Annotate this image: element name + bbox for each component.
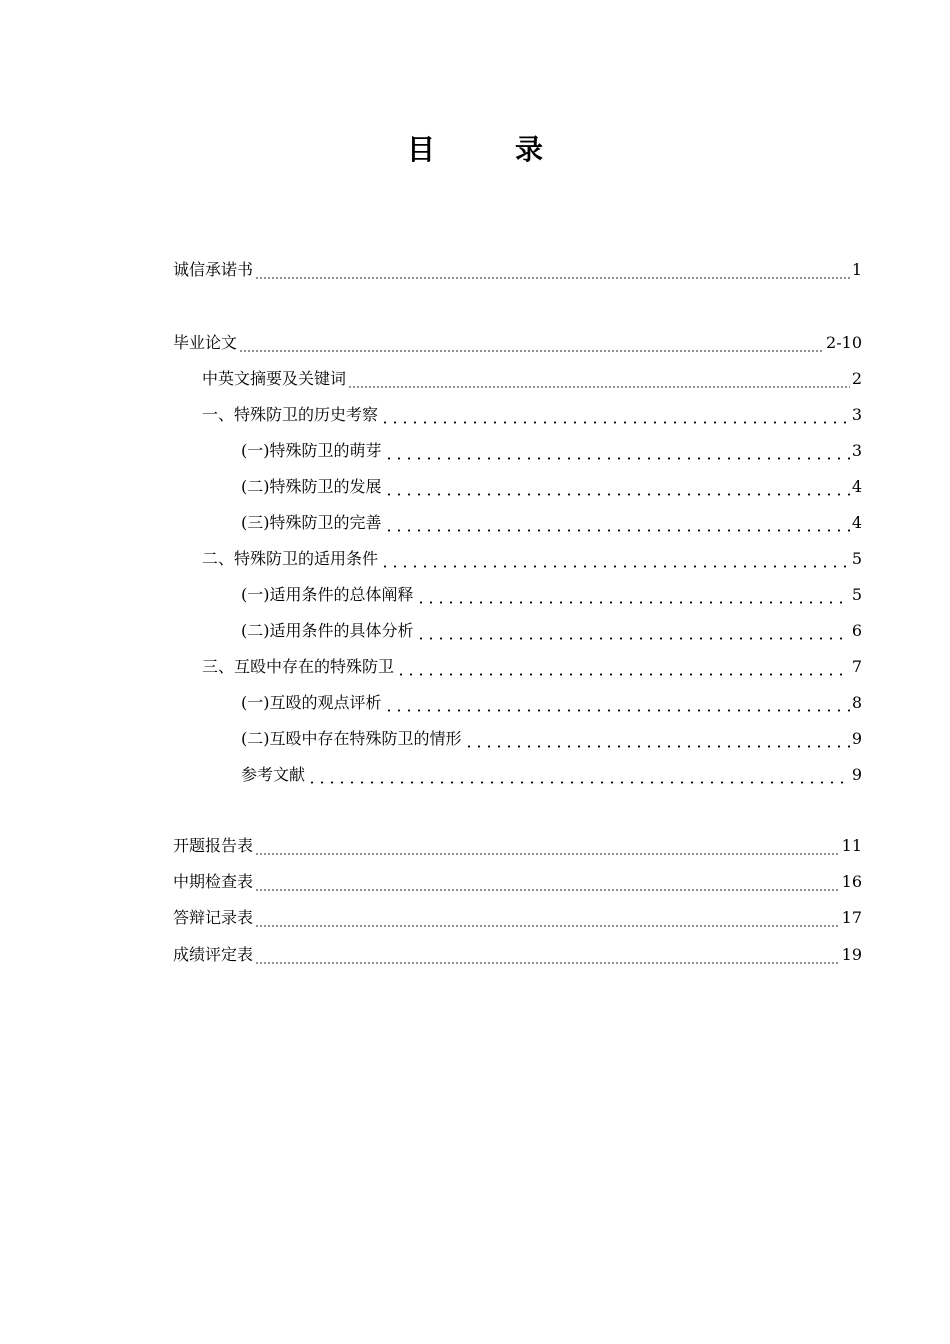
toc-entry-text: 中英文摘要及关键词 bbox=[202, 369, 347, 388]
toc-entry-page: 1 bbox=[851, 260, 862, 279]
toc-entry[interactable] bbox=[202, 652, 862, 678]
toc-entry[interactable] bbox=[202, 364, 862, 390]
toc-entry-text: 中期检查表 bbox=[173, 872, 254, 891]
toc-leader bbox=[396, 660, 850, 678]
toc-entry-text: 三、互殴中存在的特殊防卫 bbox=[202, 657, 395, 676]
toc-entry-page: 3 bbox=[851, 405, 862, 424]
toc-entry-page: 17 bbox=[841, 908, 862, 927]
toc-entry-page: 16 bbox=[841, 872, 862, 891]
toc-entry-text: (二)互殴中存在特殊防卫的情形 bbox=[241, 729, 462, 748]
toc-entry-text: 二、特殊防卫的适用条件 bbox=[202, 549, 379, 568]
toc-entry-page: 2-10 bbox=[826, 333, 862, 352]
toc-entry-page: 11 bbox=[841, 836, 862, 855]
toc-entry[interactable] bbox=[173, 940, 862, 966]
toc-leader bbox=[348, 372, 850, 390]
toc-entry-text: 成绩评定表 bbox=[173, 945, 254, 964]
toc-entry-page: 9 bbox=[851, 765, 862, 784]
toc-entry-text: (二)特殊防卫的发展 bbox=[241, 477, 382, 496]
toc-entry-page: 4 bbox=[851, 477, 862, 496]
toc-entry-page: 3 bbox=[851, 441, 862, 460]
toc-entry[interactable] bbox=[241, 760, 862, 786]
toc-entry-text: 一、特殊防卫的历史考察 bbox=[202, 405, 379, 424]
toc-leader bbox=[384, 444, 850, 462]
toc-entry[interactable] bbox=[241, 508, 862, 534]
toc-entry-page: 4 bbox=[851, 513, 862, 532]
toc-entry[interactable] bbox=[241, 472, 862, 498]
toc-entry[interactable] bbox=[173, 867, 862, 893]
toc-entry-text: (一)特殊防卫的萌芽 bbox=[241, 441, 382, 460]
toc-leader bbox=[255, 263, 850, 281]
toc-leader bbox=[307, 768, 850, 786]
toc-leader bbox=[464, 732, 850, 750]
toc-leader bbox=[380, 552, 850, 570]
toc-entry[interactable] bbox=[241, 724, 862, 750]
toc-entry-text: 毕业论文 bbox=[173, 333, 238, 352]
toc-leader bbox=[384, 480, 850, 498]
toc-leader bbox=[255, 911, 840, 929]
toc-entry-text: 诚信承诺书 bbox=[173, 260, 254, 279]
toc-entry-text: (三)特殊防卫的完善 bbox=[241, 513, 382, 532]
toc-entry-text: 答辩记录表 bbox=[173, 908, 254, 927]
toc-entry-text: 开题报告表 bbox=[173, 836, 254, 855]
toc-leader bbox=[255, 839, 840, 857]
toc-entry-text: (一)互殴的观点评析 bbox=[241, 693, 382, 712]
toc-entry-text: 参考文献 bbox=[241, 765, 306, 784]
toc-leader bbox=[416, 624, 850, 642]
toc-entry-page: 5 bbox=[851, 549, 862, 568]
toc-entry[interactable] bbox=[173, 255, 862, 281]
toc-entry-text: (一)适用条件的总体阐释 bbox=[241, 585, 414, 604]
page-title: 目 录 bbox=[406, 133, 569, 166]
toc-entry[interactable] bbox=[241, 688, 862, 714]
toc-leader bbox=[416, 588, 850, 606]
toc-entry[interactable] bbox=[173, 903, 862, 929]
toc-leader bbox=[384, 696, 850, 714]
toc-entry-text: (二)适用条件的具体分析 bbox=[241, 621, 414, 640]
toc-entry[interactable] bbox=[173, 328, 862, 354]
toc-entry[interactable] bbox=[241, 580, 862, 606]
toc-entry-page: 5 bbox=[851, 585, 862, 604]
toc-entry-page: 6 bbox=[851, 621, 862, 640]
toc-entry[interactable] bbox=[241, 616, 862, 642]
toc-entry[interactable] bbox=[202, 544, 862, 570]
toc-leader bbox=[255, 948, 840, 966]
toc-leader bbox=[380, 408, 850, 426]
toc-entry[interactable] bbox=[202, 400, 862, 426]
toc-entry-page: 2 bbox=[851, 369, 862, 388]
toc-entry[interactable] bbox=[241, 436, 862, 462]
toc-leader bbox=[384, 516, 850, 534]
toc-entry-page: 9 bbox=[851, 729, 862, 748]
toc-leader bbox=[239, 336, 824, 354]
toc-leader bbox=[255, 875, 840, 893]
toc-entry-page: 19 bbox=[841, 945, 862, 964]
toc-entry-page: 7 bbox=[851, 657, 862, 676]
toc-entry-page: 8 bbox=[851, 693, 862, 712]
toc-entry[interactable] bbox=[173, 831, 862, 857]
